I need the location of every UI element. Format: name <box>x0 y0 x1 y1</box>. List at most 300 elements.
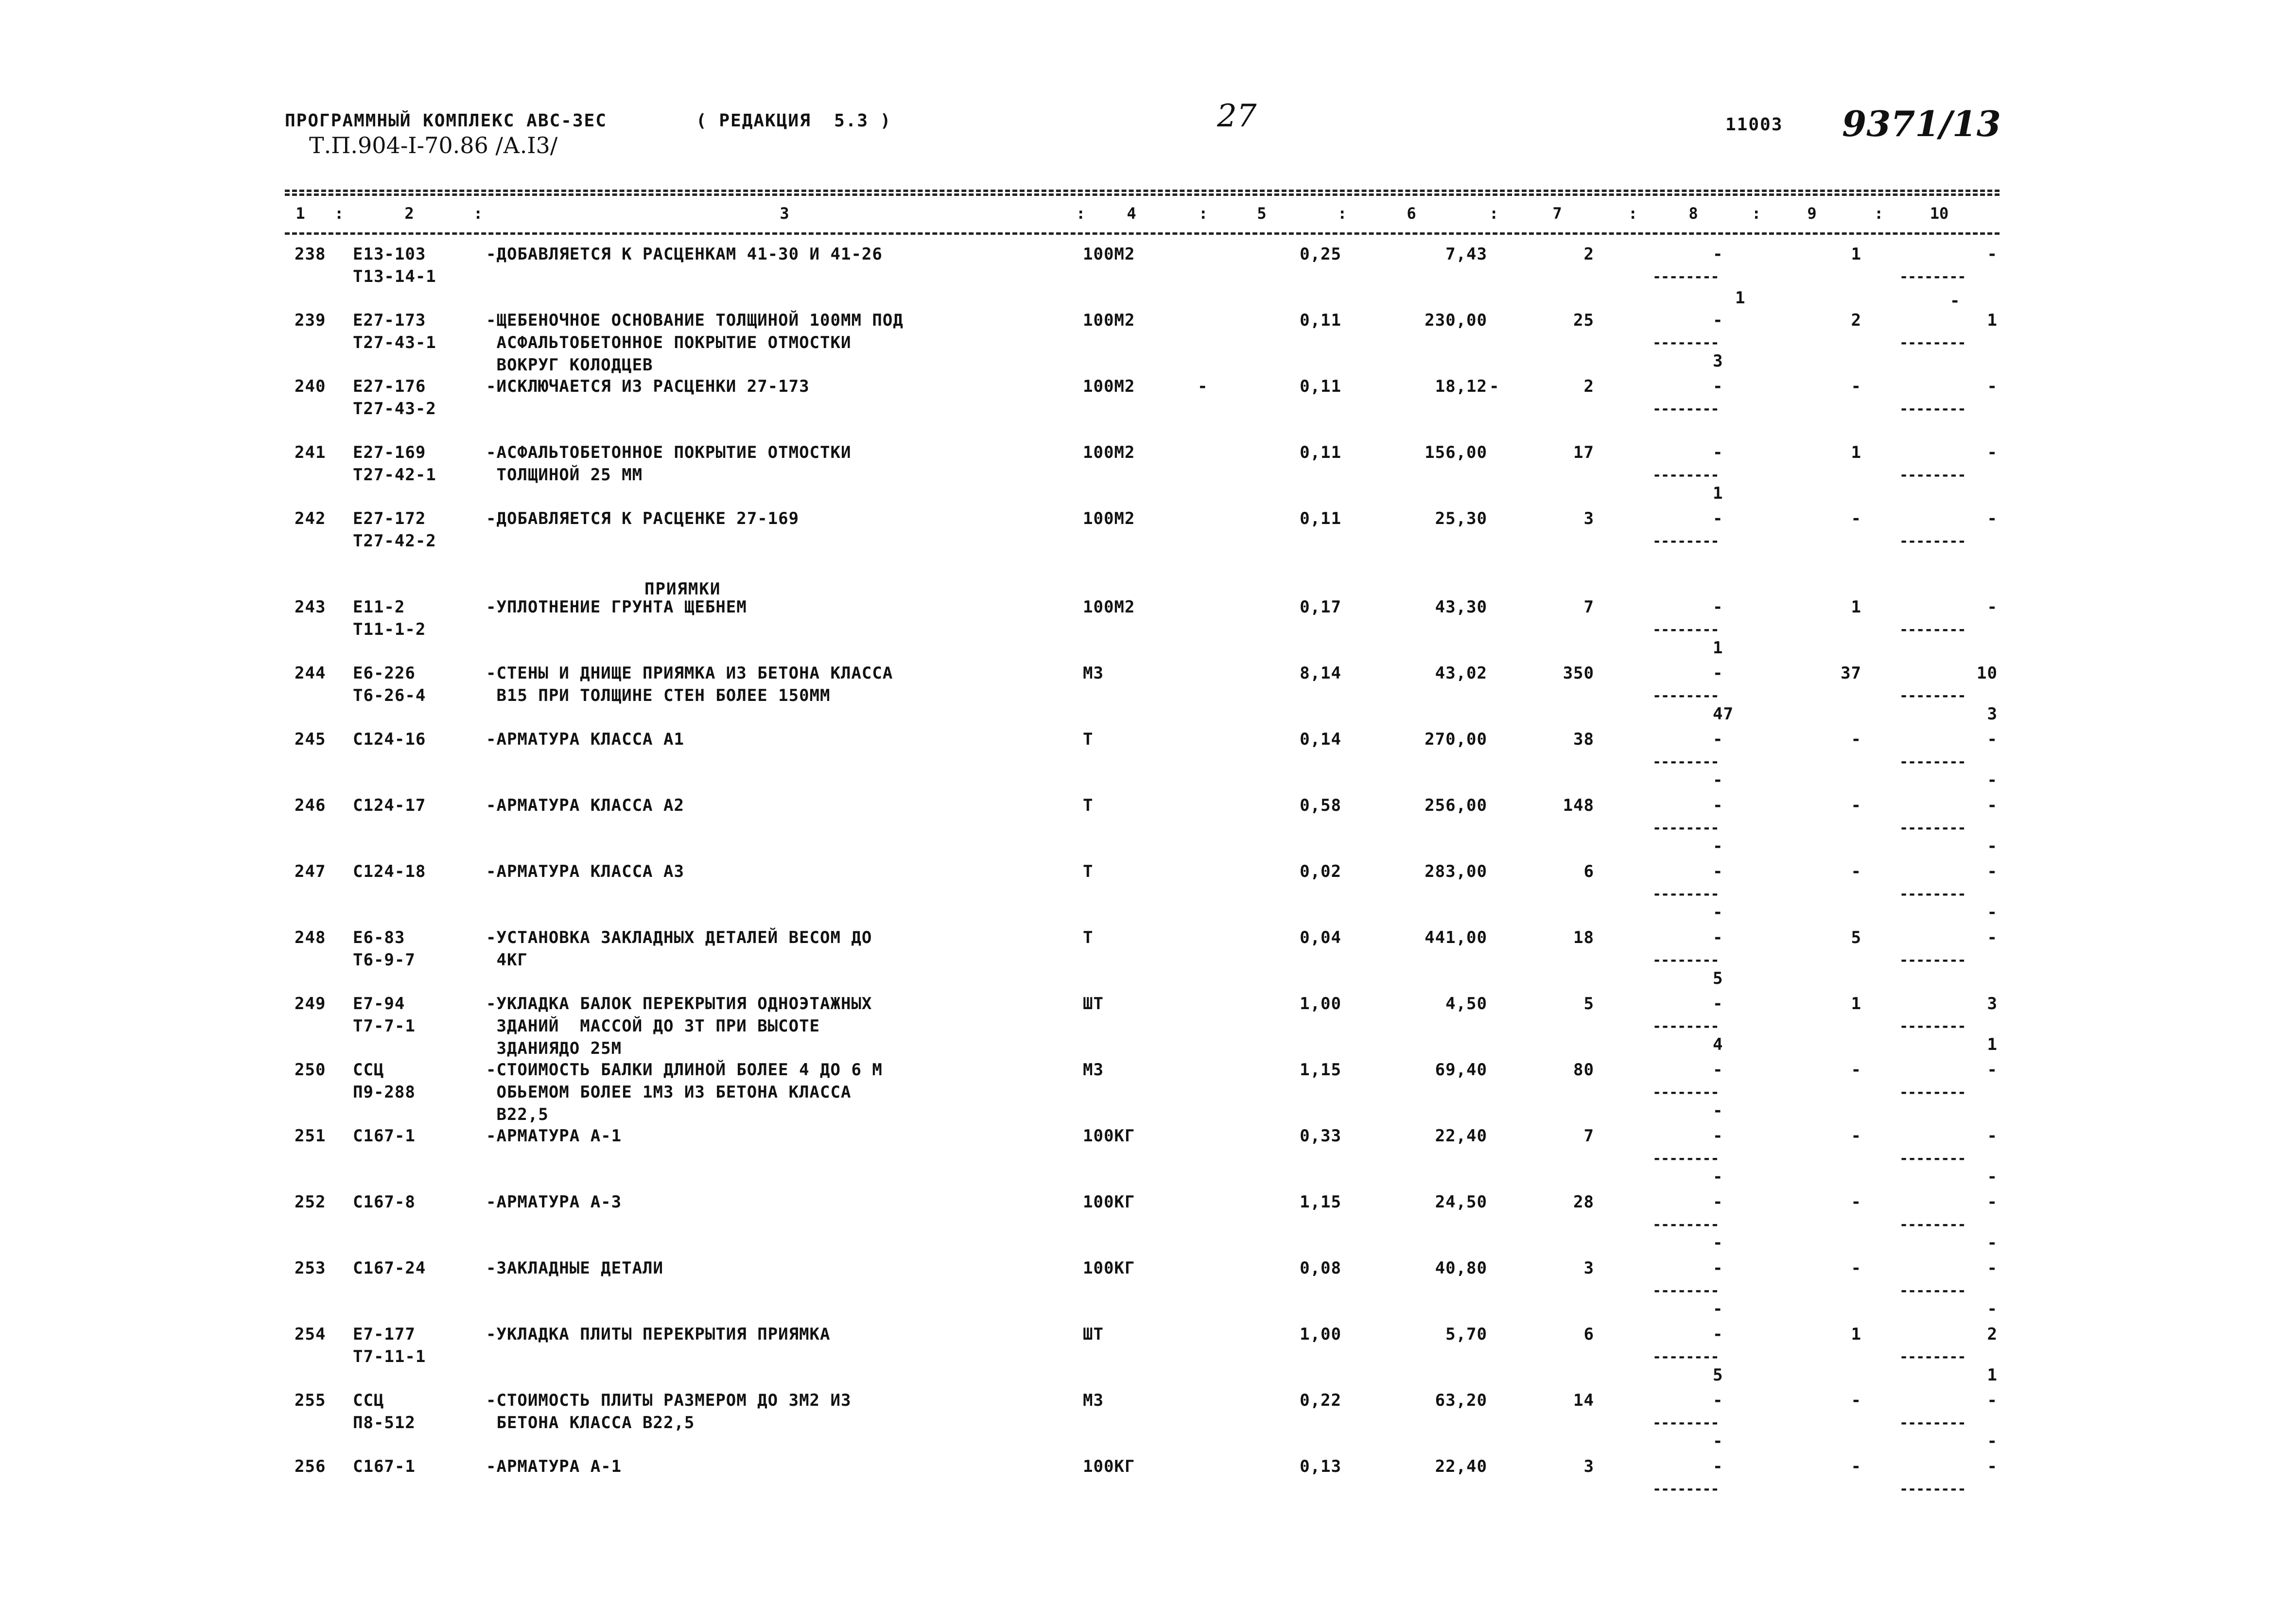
col9-value: 1 <box>1851 597 1861 617</box>
quantity: 0,14 <box>1300 730 1341 749</box>
row-number: 246 <box>295 796 326 815</box>
quantity: 1,15 <box>1300 1192 1341 1212</box>
col-header-1: 1 <box>296 204 305 223</box>
work-description: -АРМАТУРА КЛАССА А1 <box>486 730 684 749</box>
col10-rule: -------- <box>1899 467 1966 484</box>
table-row <box>0 662 2296 729</box>
col-separator: : <box>1874 204 1884 223</box>
col9-value: - <box>1851 796 1861 815</box>
unit-price: 18,12 <box>1435 377 1487 396</box>
col-separator: : <box>334 204 344 223</box>
table-row <box>0 507 2296 575</box>
row-number: 245 <box>295 730 326 749</box>
work-description: -АРМАТУРА А-1 <box>486 1457 622 1476</box>
col10-rule: -------- <box>1899 1084 1966 1101</box>
row-number: 253 <box>295 1258 326 1278</box>
col8-lower: 1 <box>1713 484 1723 503</box>
col8-value: - <box>1713 1192 1723 1212</box>
col8-value: - <box>1713 311 1723 330</box>
col10-value: 2 <box>1987 1325 1998 1344</box>
rate-code: Е6-83 <box>353 928 405 947</box>
col9-value: - <box>1851 377 1861 396</box>
col8-value: - <box>1713 928 1723 947</box>
row-number: 240 <box>295 377 326 396</box>
unit: 100М2 <box>1083 443 1135 462</box>
unit-price: 4,50 <box>1445 994 1487 1013</box>
total-cost: 3 <box>1583 1457 1594 1476</box>
col9-value: 37 <box>1841 664 1861 683</box>
quantity: 8,14 <box>1300 664 1341 683</box>
col10-lower: 1 <box>1987 1035 1998 1054</box>
col8-value: - <box>1713 1060 1723 1080</box>
row-number: 244 <box>295 664 326 683</box>
col8-top-mark: 1 <box>1735 288 1746 308</box>
unit: 100КГ <box>1083 1457 1135 1476</box>
table-top-rule <box>285 190 2000 192</box>
total-cost: 7 <box>1583 1126 1594 1146</box>
col-header-6: 6 <box>1407 204 1416 223</box>
unit-price: 230,00 <box>1425 311 1487 330</box>
col-separator: : <box>1199 204 1208 223</box>
col8-rule: -------- <box>1652 268 1719 285</box>
col10-value: - <box>1987 1060 1998 1080</box>
total-cost: 28 <box>1573 1192 1594 1212</box>
row-number: 250 <box>295 1060 326 1080</box>
col9-value: 1 <box>1851 245 1861 264</box>
col8-rule: -------- <box>1652 1216 1719 1233</box>
col10-rule: -------- <box>1899 1348 1966 1365</box>
col8-value: - <box>1713 862 1723 881</box>
col8-lower: 1 <box>1713 638 1723 658</box>
unit: Т <box>1083 862 1094 881</box>
rate-code-secondary: П8-512 <box>353 1413 416 1432</box>
rate-code-secondary: Т6-9-7 <box>353 950 416 970</box>
col-header-5: 5 <box>1257 204 1267 223</box>
rate-code: С167-8 <box>353 1192 416 1212</box>
row-number: 256 <box>295 1457 326 1476</box>
unit: М3 <box>1083 1060 1104 1080</box>
col8-lower: - <box>1713 903 1723 922</box>
rate-code: Е11-2 <box>353 597 405 617</box>
row-number: 251 <box>295 1126 326 1146</box>
unit-price: 69,40 <box>1435 1060 1487 1080</box>
col10-value: 3 <box>1987 994 1998 1013</box>
total-cost: 18 <box>1573 928 1594 947</box>
work-description: -УПЛОТНЕНИЕ ГРУНТА ЩЕБНЕМ <box>486 597 747 617</box>
unit-price: 40,80 <box>1435 1258 1487 1278</box>
table-row <box>0 441 2296 508</box>
unit-price: 25,30 <box>1435 509 1487 528</box>
work-description: -УКЛАДКА БАЛОК ПЕРЕКРЫТИЯ ОДНОЭТАЖНЫХ ЗДАНИЙ МАССОЙ ДО 3Т ПРИ ВЫСОТЕ ЗДАНИЯДО 25М <box>486 994 872 1058</box>
unit-price: 43,30 <box>1435 597 1487 617</box>
col9-value: - <box>1851 1457 1861 1476</box>
col8-value: - <box>1713 245 1723 264</box>
col-separator: : <box>1489 204 1499 223</box>
col10-value: 1 <box>1987 311 1998 330</box>
col-header-7: 7 <box>1552 204 1562 223</box>
col10-top-mark: - <box>1950 291 1961 311</box>
rate-code-secondary: Т27-42-2 <box>353 531 436 551</box>
unit: ШТ <box>1083 994 1104 1013</box>
rate-code-secondary: Т7-7-1 <box>353 1016 416 1036</box>
rate-code: Е7-94 <box>353 994 405 1013</box>
row-number: 243 <box>295 597 326 617</box>
rate-code: Е27-176 <box>353 377 426 396</box>
col10-lower: 3 <box>1987 704 1998 724</box>
unit: 100КГ <box>1083 1192 1135 1212</box>
col10-rule: -------- <box>1899 401 1966 418</box>
unit: М3 <box>1083 1391 1104 1410</box>
total-cost: 3 <box>1583 1258 1594 1278</box>
total-cost: 2 <box>1583 377 1594 396</box>
col10-value: - <box>1987 245 1998 264</box>
work-description: -ЩЕБЕНОЧНОЕ ОСНОВАНИЕ ТОЛЩИНОЙ 100ММ ПОД АСФАЛЬТОБЕТОННОЕ ПОКРЫТИЕ ОТМОСТКИ ВОКРУГ КОЛОДЦЕВ <box>486 311 904 375</box>
rate-code-secondary: Т27-43-1 <box>353 333 436 352</box>
work-description: -УКЛАДКА ПЛИТЫ ПЕРЕКРЫТИЯ ПРИЯМКА <box>486 1325 831 1344</box>
rate-code-secondary: Т27-42-1 <box>353 465 436 485</box>
total-cost: 25 <box>1573 311 1594 330</box>
work-description: -ДОБАВЛЯЕТСЯ К РАСЦЕНКЕ 27-169 <box>486 509 800 528</box>
unit: 100М2 <box>1083 377 1135 396</box>
col10-lower: - <box>1987 1299 1998 1319</box>
col9-value: - <box>1851 1391 1861 1410</box>
work-description: -УСТАНОВКА ЗАКЛАДНЫХ ДЕТАЛЕЙ ВЕСОМ ДО 4КГ <box>486 928 872 970</box>
total-cost: 148 <box>1563 796 1594 815</box>
col10-lower: - <box>1987 1233 1998 1253</box>
work-description: -ЗАКЛАДНЫЕ ДЕТАЛИ <box>486 1258 663 1278</box>
col9-value: - <box>1851 862 1861 881</box>
column-header-row <box>0 204 2296 224</box>
work-description: -ИСКЛЮЧАЕТСЯ ИЗ РАСЦЕНКИ 27-173 <box>486 377 810 396</box>
col10-rule: -------- <box>1899 533 1966 550</box>
unit-price: 43,02 <box>1435 664 1487 683</box>
rate-code: С124-17 <box>353 796 426 815</box>
col10-value: - <box>1987 1258 1998 1278</box>
col10-rule: -------- <box>1899 1282 1966 1299</box>
unit-price: 22,40 <box>1435 1457 1487 1476</box>
rate-code: Е6-226 <box>353 664 416 683</box>
col10-rule: -------- <box>1899 621 1966 638</box>
table-row <box>0 1191 2296 1258</box>
table-row <box>0 1389 2296 1456</box>
col-header-9: 9 <box>1807 204 1817 223</box>
col8-rule: -------- <box>1652 1150 1719 1167</box>
col10-rule: -------- <box>1899 1018 1966 1035</box>
col10-lower: - <box>1987 1432 1998 1451</box>
col-header-4: 4 <box>1127 204 1136 223</box>
total-cost: 6 <box>1583 1325 1594 1344</box>
minus-mark: - <box>1198 377 1208 396</box>
total-cost: 14 <box>1573 1391 1594 1410</box>
col9-value: 1 <box>1851 994 1861 1013</box>
rate-code-secondary: Т13-14-1 <box>353 267 436 286</box>
table-row <box>0 1455 2296 1522</box>
col8-value: - <box>1713 664 1723 683</box>
col8-lower: 4 <box>1713 1035 1723 1054</box>
col10-rule: -------- <box>1899 753 1966 770</box>
unit: Т <box>1083 796 1094 815</box>
col9-value: 1 <box>1851 443 1861 462</box>
work-description: -АСФАЛЬТОБЕТОННОЕ ПОКРЫТИЕ ОТМОСТКИ ТОЛЩИНОЙ 25 ММ <box>486 443 852 485</box>
col10-value: - <box>1987 377 1998 396</box>
col-header-10: 10 <box>1930 204 1949 223</box>
col8-lower: 47 <box>1713 704 1734 724</box>
total-cost: 3 <box>1583 509 1594 528</box>
col8-value: - <box>1713 1457 1723 1476</box>
col8-value: - <box>1713 597 1723 617</box>
col8-lower: - <box>1713 837 1723 856</box>
col10-lower: - <box>1987 903 1998 922</box>
col10-rule: -------- <box>1899 687 1966 704</box>
unit: 100М2 <box>1083 245 1135 264</box>
minus-mark: - <box>1489 377 1500 396</box>
rate-code: С124-16 <box>353 730 426 749</box>
col10-rule: -------- <box>1899 268 1966 285</box>
unit-price: 5,70 <box>1445 1325 1487 1344</box>
work-description: -АРМАТУРА КЛАССА А3 <box>486 862 684 881</box>
col8-value: - <box>1713 994 1723 1013</box>
col9-value: - <box>1851 509 1861 528</box>
row-number: 248 <box>295 928 326 947</box>
row-number: 242 <box>295 509 326 528</box>
quantity: 0,11 <box>1300 509 1341 528</box>
table-row <box>0 1323 2296 1390</box>
table-top-rule-2 <box>285 193 2000 196</box>
unit-price: 24,50 <box>1435 1192 1487 1212</box>
rate-code: Е27-173 <box>353 311 426 330</box>
col8-rule: -------- <box>1652 952 1719 969</box>
quantity: 0,33 <box>1300 1126 1341 1146</box>
unit: 100КГ <box>1083 1126 1135 1146</box>
row-number: 252 <box>295 1192 326 1212</box>
quantity: 1,00 <box>1300 994 1341 1013</box>
col10-lower: - <box>1987 770 1998 790</box>
unit-price: 283,00 <box>1425 862 1487 881</box>
col10-value: - <box>1987 1457 1998 1476</box>
col8-value: - <box>1713 1325 1723 1344</box>
col10-rule: -------- <box>1899 952 1966 969</box>
unit-price: 270,00 <box>1425 730 1487 749</box>
unit-price: 63,20 <box>1435 1391 1487 1410</box>
col8-value: - <box>1713 1258 1723 1278</box>
quantity: 0,17 <box>1300 597 1341 617</box>
work-description: -АРМАТУРА КЛАССА А2 <box>486 796 684 815</box>
total-cost: 6 <box>1583 862 1594 881</box>
row-number: 249 <box>295 994 326 1013</box>
rate-code: ССЦ <box>353 1060 384 1080</box>
edition-label: ( РЕДАКЦИЯ 5.3 ) <box>696 111 892 131</box>
col10-rule: -------- <box>1899 1150 1966 1167</box>
col10-value: - <box>1987 862 1998 881</box>
col8-value: - <box>1713 1391 1723 1410</box>
col8-rule: -------- <box>1652 1348 1719 1365</box>
col8-rule: -------- <box>1652 401 1719 418</box>
unit: Т <box>1083 730 1094 749</box>
unit: Т <box>1083 928 1094 947</box>
unit-price: 441,00 <box>1425 928 1487 947</box>
rate-code-secondary: Т7-11-1 <box>353 1347 426 1366</box>
rate-code-secondary: Т11-1-2 <box>353 620 426 639</box>
col8-lower: - <box>1713 1299 1723 1319</box>
col8-rule: -------- <box>1652 1018 1719 1035</box>
unit: ШТ <box>1083 1325 1104 1344</box>
work-description: -АРМАТУРА А-3 <box>486 1192 622 1212</box>
col8-value: - <box>1713 796 1723 815</box>
table-row <box>0 728 2296 795</box>
work-description: -СТЕНЫ И ДНИЩЕ ПРИЯМКА ИЗ БЕТОНА КЛАССА В15 ПРИ ТОЛЩИНЕ СТЕН БОЛЕЕ 150ММ <box>486 664 893 705</box>
col8-rule: -------- <box>1652 753 1719 770</box>
quantity: 0,08 <box>1300 1258 1341 1278</box>
col8-value: - <box>1713 377 1723 396</box>
total-cost: 80 <box>1573 1060 1594 1080</box>
col8-rule: -------- <box>1652 533 1719 550</box>
rate-code: Е27-172 <box>353 509 426 528</box>
row-number: 241 <box>295 443 326 462</box>
sheet-number: 9371/13 <box>1842 103 2001 144</box>
row-number: 238 <box>295 245 326 264</box>
table-row <box>0 375 2296 442</box>
rate-code-secondary: Т27-43-2 <box>353 399 436 419</box>
col10-lower: - <box>1987 1167 1998 1187</box>
rate-code: С167-1 <box>353 1457 416 1476</box>
col10-value: - <box>1987 509 1998 528</box>
col10-value: - <box>1987 1391 1998 1410</box>
col8-lower: - <box>1713 1432 1723 1451</box>
col8-rule: -------- <box>1652 1084 1719 1101</box>
quantity: 0,58 <box>1300 796 1341 815</box>
total-cost: 2 <box>1583 245 1594 264</box>
rate-code: Е7-177 <box>353 1325 416 1344</box>
program-title: ПРОГРАММНЫЙ КОМПЛЕКС АВС-ЗЕС <box>285 111 607 131</box>
rate-code-secondary: П9-288 <box>353 1083 416 1102</box>
row-number: 255 <box>295 1391 326 1410</box>
quantity: 1,00 <box>1300 1325 1341 1344</box>
col8-rule: -------- <box>1652 1415 1719 1432</box>
col10-lower: 1 <box>1987 1365 1998 1385</box>
row-number: 254 <box>295 1325 326 1344</box>
unit: 100М2 <box>1083 597 1135 617</box>
rate-code: С167-1 <box>353 1126 416 1146</box>
unit-price: 156,00 <box>1425 443 1487 462</box>
table-row <box>0 1059 2296 1126</box>
document-code: 11003 <box>1725 115 1783 135</box>
total-cost: 38 <box>1573 730 1594 749</box>
table-row <box>0 596 2296 663</box>
work-description: -ДОБАВЛЯЕТСЯ К РАСЦЕНКАМ 41-30 И 41-26 <box>486 245 883 264</box>
quantity: 0,11 <box>1300 443 1341 462</box>
col8-value: - <box>1713 443 1723 462</box>
col10-rule: -------- <box>1899 1216 1966 1233</box>
unit: 100М2 <box>1083 509 1135 528</box>
section-subheading: ПРИЯМКИ <box>644 579 721 599</box>
col8-lower: - <box>1713 770 1723 790</box>
col9-value: - <box>1851 730 1861 749</box>
rate-code-secondary: Т6-26-4 <box>353 686 426 705</box>
rate-code: Е27-169 <box>353 443 426 462</box>
page-number: 27 <box>1217 98 1257 134</box>
unit: 100КГ <box>1083 1258 1135 1278</box>
col10-value: 10 <box>1977 664 1998 683</box>
col10-value: - <box>1987 796 1998 815</box>
table-row <box>0 860 2296 927</box>
header-bottom-rule <box>285 232 2000 235</box>
row-number: 239 <box>295 311 326 330</box>
col10-value: - <box>1987 730 1998 749</box>
col8-value: - <box>1713 509 1723 528</box>
quantity: 0,11 <box>1300 311 1341 330</box>
unit-price: 256,00 <box>1425 796 1487 815</box>
unit-price: 22,40 <box>1435 1126 1487 1146</box>
col9-value: - <box>1851 1060 1861 1080</box>
col8-value: - <box>1713 1126 1723 1146</box>
col10-value: - <box>1987 1126 1998 1146</box>
rate-code: Е13-103 <box>353 245 426 264</box>
col8-lower: 3 <box>1713 351 1723 371</box>
project-reference: Т.П.904-I-70.86 /А.I3/ <box>309 132 558 158</box>
col8-rule: -------- <box>1652 334 1719 351</box>
col10-value: - <box>1987 443 1998 462</box>
quantity: 1,15 <box>1300 1060 1341 1080</box>
quantity: 0,02 <box>1300 862 1341 881</box>
col9-value: 1 <box>1851 1325 1861 1344</box>
col10-rule: -------- <box>1899 334 1966 351</box>
col10-value: - <box>1987 928 1998 947</box>
col8-lower: - <box>1713 1101 1723 1120</box>
col-header-3: 3 <box>780 204 789 223</box>
work-description: -АРМАТУРА А-1 <box>486 1126 622 1146</box>
table-row <box>0 1125 2296 1192</box>
col-header-8: 8 <box>1688 204 1698 223</box>
col-separator: : <box>473 204 483 223</box>
col-separator: : <box>1338 204 1347 223</box>
col8-rule: -------- <box>1652 1481 1719 1498</box>
work-description: -СТОИМОСТЬ БАЛКИ ДЛИНОЙ БОЛЕЕ 4 ДО 6 М ОБЬЕМОМ БОЛЕЕ 1М3 ИЗ БЕТОНА КЛАССА В22,5 <box>486 1060 883 1124</box>
col10-rule: -------- <box>1899 1415 1966 1432</box>
col8-lower: 5 <box>1713 1365 1723 1385</box>
rate-code: ССЦ <box>353 1391 384 1410</box>
col8-lower: 5 <box>1713 969 1723 988</box>
unit: М3 <box>1083 664 1104 683</box>
col10-rule: -------- <box>1899 820 1966 837</box>
col-header-2: 2 <box>404 204 414 223</box>
col9-value: 2 <box>1851 311 1861 330</box>
row-number: 247 <box>295 862 326 881</box>
col9-value: - <box>1851 1258 1861 1278</box>
col9-value: 5 <box>1851 928 1861 947</box>
table-row <box>0 926 2296 994</box>
col10-rule: -------- <box>1899 886 1966 903</box>
total-cost: 5 <box>1583 994 1594 1013</box>
table-row <box>0 794 2296 861</box>
col9-value: - <box>1851 1126 1861 1146</box>
col8-rule: -------- <box>1652 886 1719 903</box>
col8-rule: -------- <box>1652 820 1719 837</box>
table-row <box>0 309 2296 376</box>
total-cost: 350 <box>1563 664 1594 683</box>
col8-rule: -------- <box>1652 1282 1719 1299</box>
table-row <box>0 993 2296 1060</box>
col8-value: - <box>1713 730 1723 749</box>
table-row <box>0 1257 2296 1324</box>
unit: 100М2 <box>1083 311 1135 330</box>
rate-code: С167-24 <box>353 1258 426 1278</box>
col10-lower: - <box>1987 837 1998 856</box>
quantity: 0,13 <box>1300 1457 1341 1476</box>
quantity: 0,25 <box>1300 245 1341 264</box>
quantity: 0,04 <box>1300 928 1341 947</box>
col10-rule: -------- <box>1899 1481 1966 1498</box>
col-separator: : <box>1628 204 1638 223</box>
